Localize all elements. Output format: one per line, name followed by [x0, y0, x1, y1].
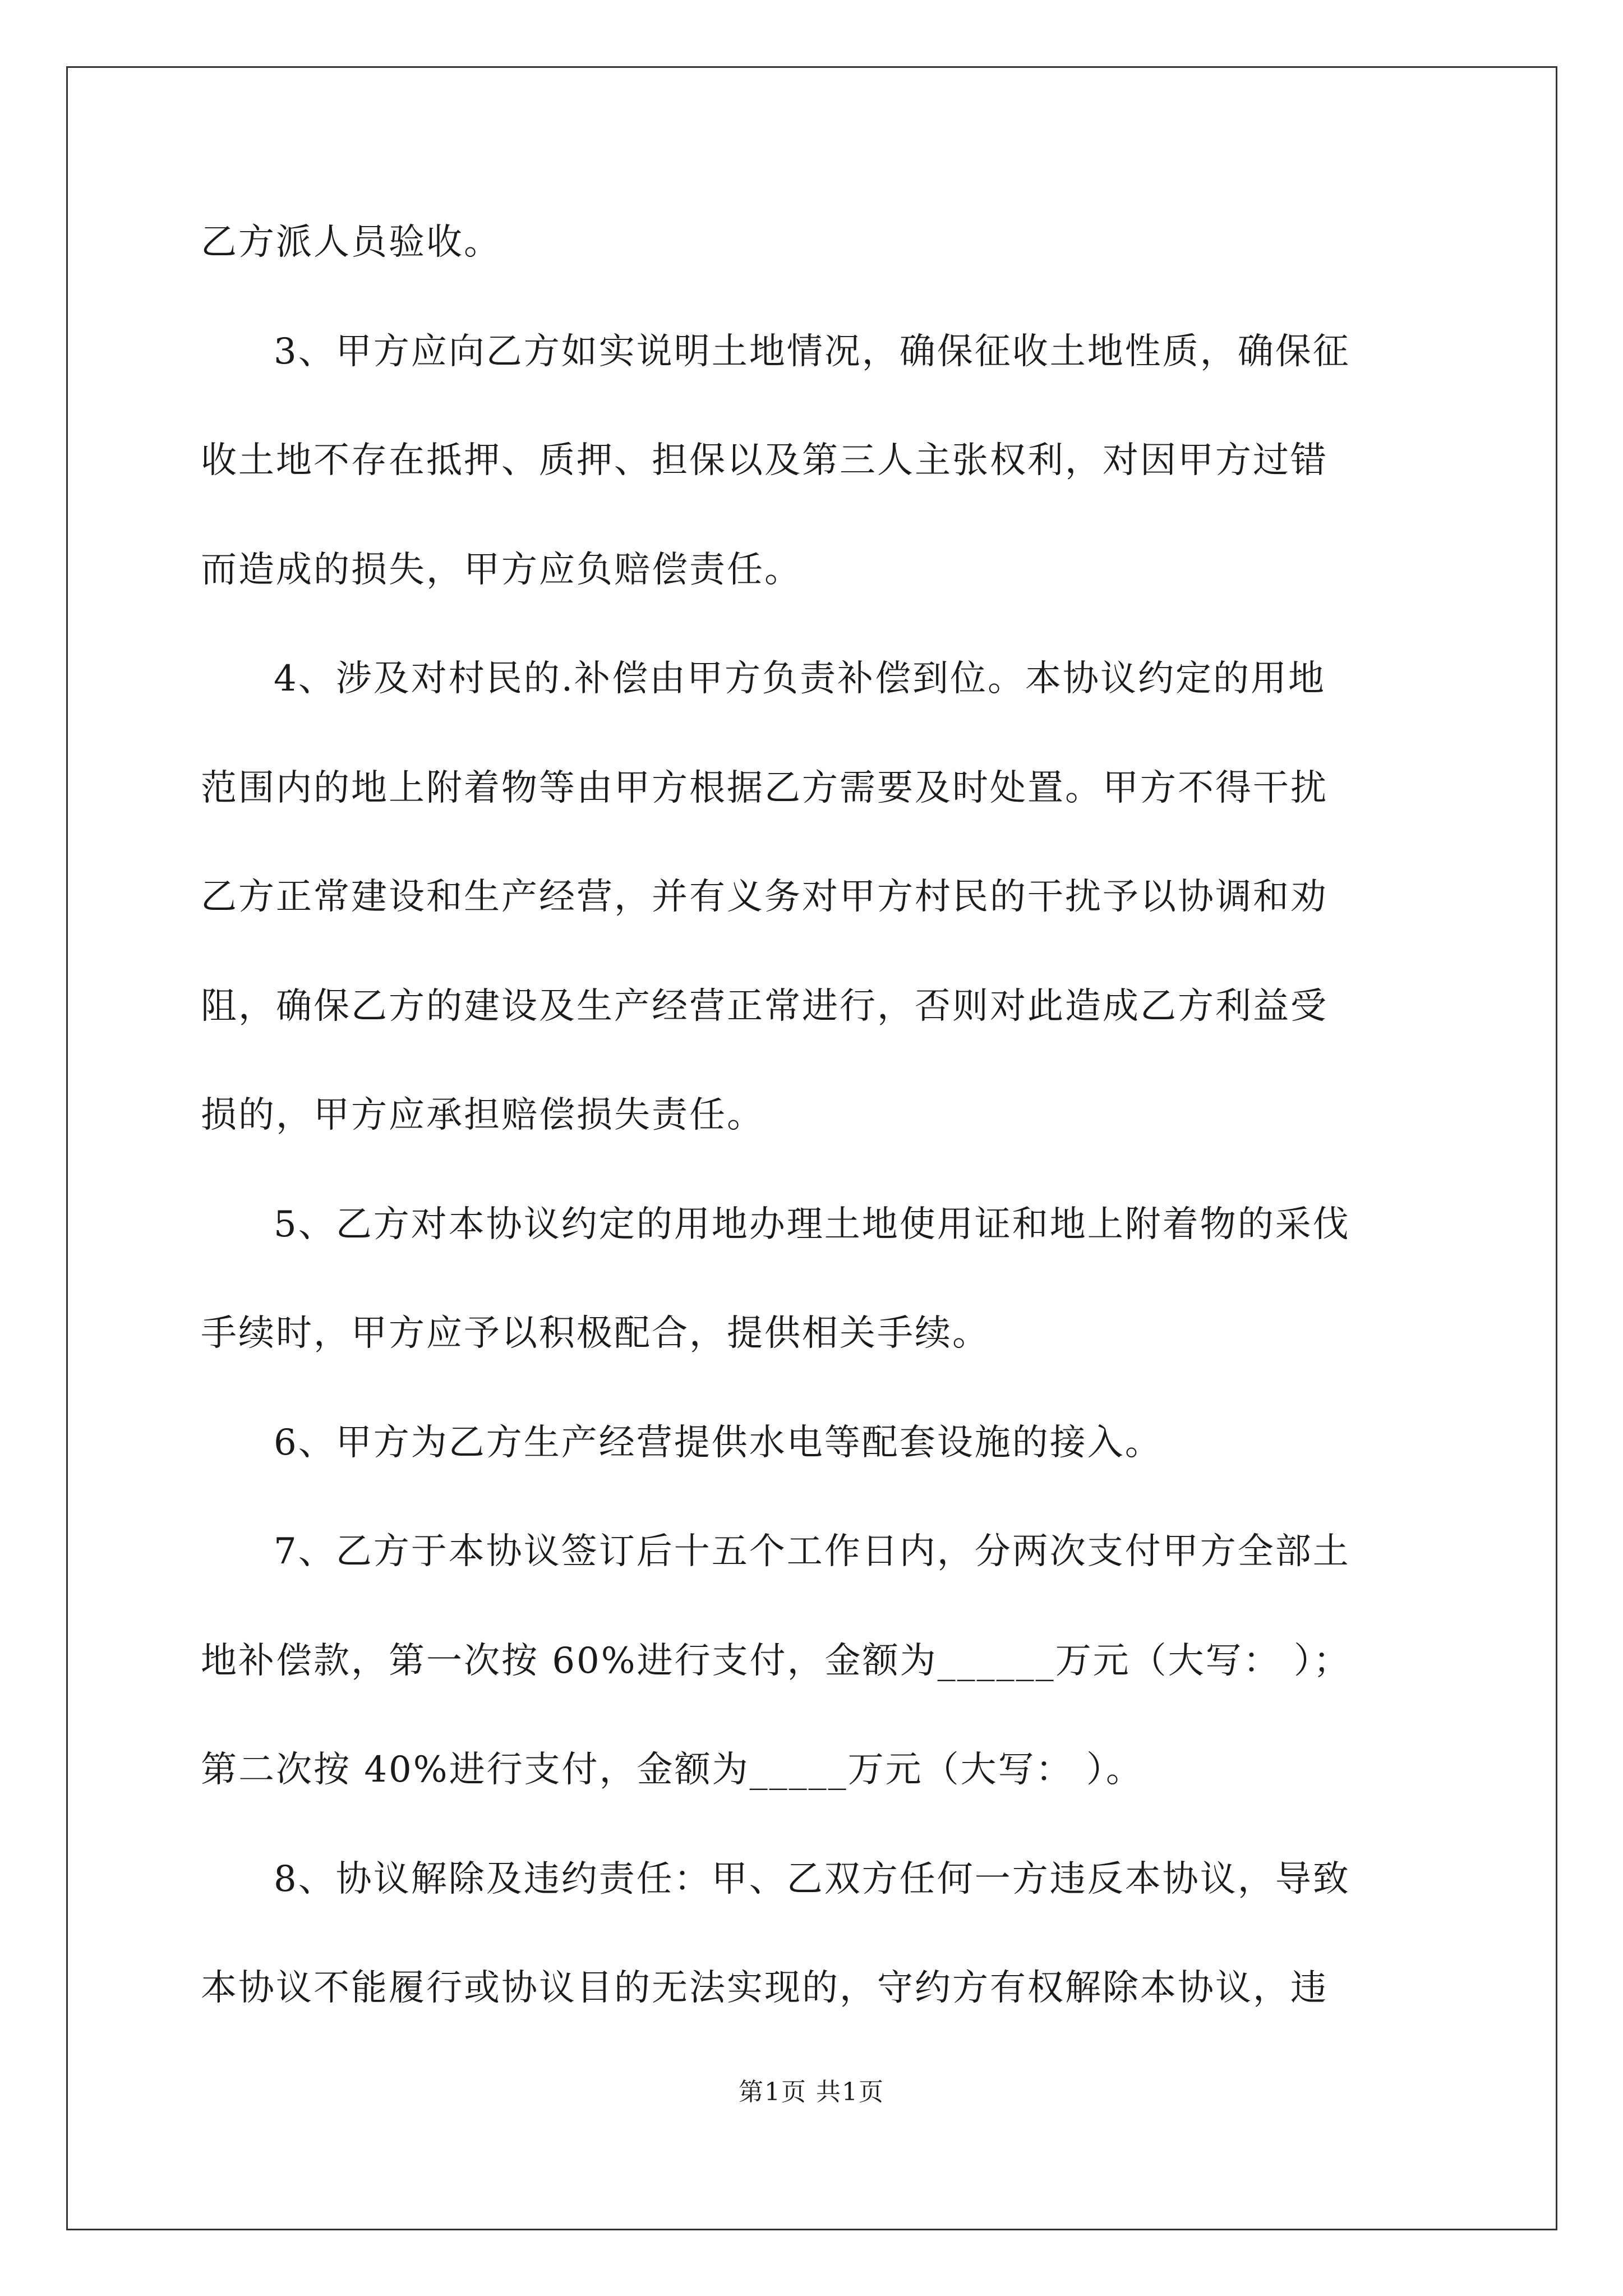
- text-line: 乙方派人员验收。: [201, 222, 501, 263]
- text-line: 3、甲方应向乙方如实说明土地情况，确保征收土地性质，确保征: [274, 330, 1350, 372]
- text-line: 本协议不能履行或协议目的无法实现的，守约方有权解除本协议，违: [201, 1967, 1328, 2009]
- text-line: 7、乙方于本协议签订后十五个工作日内，分两次支付甲方全部土: [274, 1531, 1350, 1572]
- text-line: 损的，甲方应承担赔偿损失责任。: [201, 1094, 764, 1136]
- text-line: 手续时，甲方应予以积极配合，提供相关手续。: [201, 1313, 990, 1354]
- text-line: 而造成的损失，甲方应负赔偿责任。: [201, 549, 802, 591]
- text-line: 5、乙方对本协议约定的用地办理土地使用证和地上附着物的采伐: [274, 1203, 1350, 1245]
- text-line: 地补偿款，第一次按 60%进行支付，金额为______万元（大写： ）；: [201, 1640, 1351, 1682]
- text-line: 4、涉及对村民的.补偿由甲方负责补偿到位。本协议约定的用地: [274, 658, 1326, 700]
- text-line: 第二次按 40%进行支付，金额为_____万元（大写： ）。: [201, 1749, 1144, 1791]
- text-line: 6、甲方为乙方生产经营提供水电等配套设施的接入。: [274, 1421, 1163, 1464]
- text-line: 阻，确保乙方的建设及生产经营正常进行，否则对此造成乙方利益受: [201, 985, 1328, 1027]
- page-footer: 第1页 共1页: [739, 2078, 884, 2106]
- text-line: 范围内的地上附着物等由甲方根据乙方需要及时处置。甲方不得干扰: [201, 767, 1328, 809]
- text-line: 8、协议解除及违约责任：甲、乙双方任何一方违反本协议，导致: [274, 1858, 1350, 1900]
- document-body: [201, 188, 1423, 2043]
- text-line: 收土地不存在抵押、质押、担保以及第三人主张权利，对因甲方过错: [201, 440, 1328, 481]
- text-line: 乙方正常建设和生产经营，并有义务对甲方村民的干扰予以协调和劝: [201, 876, 1328, 918]
